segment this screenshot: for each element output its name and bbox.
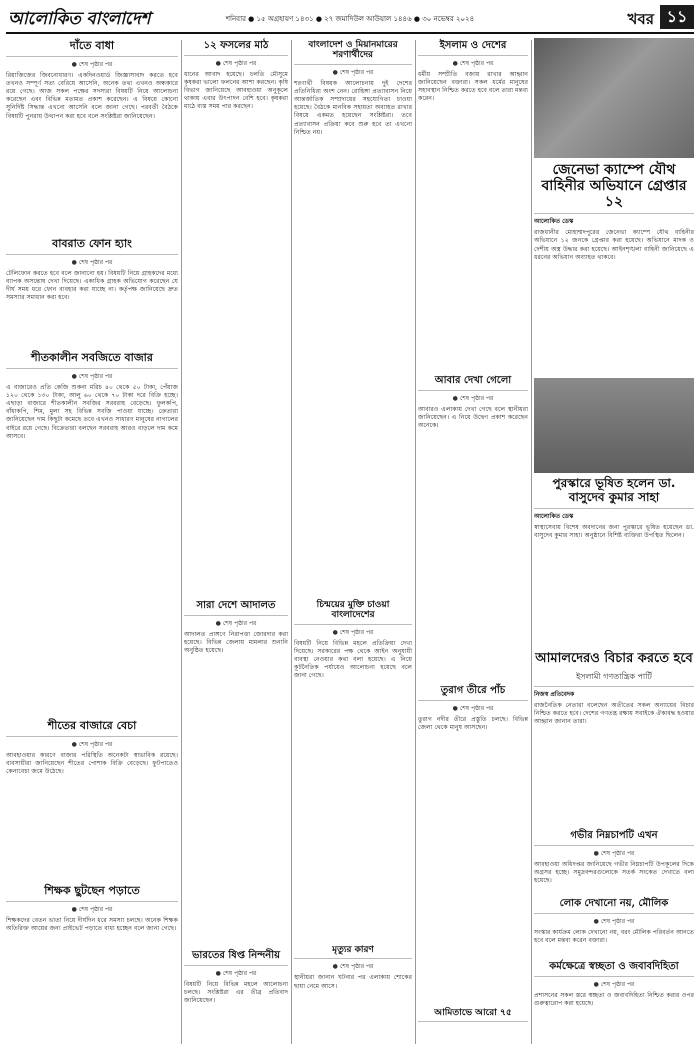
continued-label: ● শেষ পৃষ্ঠার পর — [71, 905, 113, 913]
byline: নিজস্ব প্রতিবেদক — [534, 690, 575, 698]
story-dant-badha — [6, 38, 178, 233]
story-shitkal — [6, 350, 178, 715]
story-karmakshetre — [534, 959, 694, 1046]
newspaper-logo: আলোকিত বাংলাদেশ — [8, 9, 151, 29]
story-body: সংস্কার কার্যক্রম লোক দেখানো নয়, বরং মৌলিক পরিবর্তন আনতে হবে বলে মন্তব্য করেন বক্তারা। — [534, 928, 694, 944]
continued-label: ● শেষ পৃষ্ঠার পর — [593, 980, 635, 988]
masthead — [6, 4, 694, 34]
headline: তুরাগ তীরে পাঁচ — [418, 683, 528, 701]
headline: কর্মক্ষেত্রে স্বচ্ছতা ও জবাবদিহিতা — [534, 959, 694, 977]
headline: মৃত্যুর কারণ — [294, 943, 412, 959]
headline: দাঁতে বাধা — [6, 38, 178, 57]
story-body: শিক্ষকদের বেতন ভাতা নিয়ে দীর্ঘদিন ধরে সমস্যা চলছে। অনেক শিক্ষক অতিরিক্ত আয়ের জন্য প্রাইভেট পড়াতে বাধ্য হচ্ছেন বলে জানা গেছে। — [6, 916, 178, 932]
column-rule — [531, 40, 532, 1044]
continued-label: ● শেষ পৃষ্ঠার পর — [332, 628, 374, 636]
column-rule — [291, 40, 292, 1044]
story-body: রাজনৈতিক নেতারা বলেছেন অতীতের সকল অন্যায়ের বিচার নিশ্চিত করতে হবে। দেশের গণতন্ত্র রক্ষায় সবাইকে ঐক্যবদ্ধ হওয়ার আহ্বান জানান তারা। — [534, 701, 694, 726]
headline: পুরস্কারে ভূষিত হলেন ডা. বাসুদেব কুমার সাহা — [534, 475, 694, 509]
story-turag — [418, 683, 528, 1003]
continued-label: ● শেষ পৃষ্ঠার পর — [71, 372, 113, 380]
story-shiter-bazar — [6, 718, 178, 878]
dateline: শনিবার ● ১৫ অগ্রহায়ণ ১৪৩১ ● ২৭ জমাদিউল আউয়াল ১৪৪৬ ● ৩০ নভেম্বর ২০২৪ — [225, 15, 475, 23]
continued-label: ● শেষ পৃষ্ঠার পর — [215, 619, 257, 627]
column-3 — [294, 38, 412, 1046]
headline: ইসলাম ও দেশের — [418, 38, 528, 56]
story-body: স্বাস্থ্যসেবায় বিশেষ অবদানের জন্য পুরস্কারে ভূষিত হয়েছেন ডা. বাসুদেব কুমার সাহা। অনুষ্ঠানে বিশিষ্ট ব্যক্তিরা উপস্থিত ছিলেন। — [534, 523, 694, 539]
headline: আবার দেখা গেলো — [418, 373, 528, 391]
column-5 — [534, 38, 694, 1046]
story-myanmar — [294, 38, 412, 593]
headline: চিন্ময়ের মুক্তি চাওয়া বাংলাদেশের — [294, 598, 412, 625]
headline: আমিতাভে আরো ৭৫ — [418, 1006, 528, 1022]
photo-geneva-raid — [534, 38, 694, 158]
story-body: আবহাওয়া অধিদপ্তর জানিয়েছে গভীর নিম্নচাপটি উপকূলের দিকে অগ্রসর হচ্ছে। সমুদ্রবন্দরগুলোকে সতর্ক সংকেত দেখাতে বলা হয়েছে। — [534, 860, 694, 884]
column-4 — [418, 38, 528, 1046]
continued-label: ● শেষ পৃষ্ঠার পর — [332, 963, 374, 971]
headline: বাংলাদেশ ও মিয়ানমারের শরণার্থীদের — [294, 38, 412, 65]
story-body: বিষয়টি নিয়ে বিভিন্ন মহলে আলোচনা চলছে। সংশ্লিষ্টরা এর তীব্র প্রতিবাদ জানিয়েছেন। — [184, 980, 288, 1004]
column-rule — [415, 40, 416, 1044]
headline: শীতকালীন সবজিতে বাজার — [6, 350, 178, 369]
headline: শীতের বাজারে বেচা — [6, 718, 178, 737]
headline: আমালদেরও বিচার করতে হবে — [535, 651, 693, 666]
headline: লোক দেখানো নয়, মৌলিক — [534, 896, 694, 914]
story-body: ধানের আবাদ হয়েছে। চলতি মৌসুমে কৃষকরা ভালো ফলনের আশা করছেন। কৃষি বিভাগ জানিয়েছে আবহাওয়া অনুকূলে থাকায় এবার উৎপাদন বেশি হবে। কৃষকরা মাঠে ব্যস্ত সময় পার করছেন। — [184, 70, 288, 111]
story-lok-dekhano — [534, 896, 694, 956]
story-fasal — [184, 38, 288, 593]
story-body: বিষয়টি নিয়ে বিভিন্ন মহলে প্রতিক্রিয়া দেখা দিয়েছে। সরকারের পক্ষ থেকে আইন অনুযায়ী ব্যবস্থা নেওয়ার কথা বলা হয়েছে। এ নিয়ে কূটনৈতিক পর্যায়েও আলোচনা হয়েছে বলে জানা গেছে। — [294, 639, 412, 680]
byline: আলোকিত ডেস্ক — [534, 218, 574, 226]
story-body: স্থানীয়রা জানান ঘটনার পর এলাকায় শোকের ছায়া নেমে আসে। — [294, 974, 412, 990]
story-chinmoy — [294, 598, 412, 938]
story-bharat — [184, 948, 288, 1046]
story-body: রিয়াজিজের জিবনোধারণ। একদিনওয়ার্ড জিজ্ঞাসাবাদ করতে হবে তখনও সম্পূর্ণ সত্য বেরিয়ে আসেনি, অনেক তথ্য এখনও অন্ধকারে রয়ে গেছে। আজ সকল পক্ষের সদস্যরা বিষয়টি নিয়ে আলোচনা করেছেন এবং বিভিন্ন মতামত প্রকাশ করেছেন। এ বিষয়ে কোনো সুনির্দিষ্ট সিদ্ধান্ত এখনো আসেনি বলে জানা গেছে। পরবর্তী বৈঠকে বিষয়টি পুনরায় উত্থাপন করা হবে বলে সংশ্লিষ্টরা জানিয়েছেন। — [6, 71, 178, 120]
story-body: শরণার্থী বিষয়ক আলোচনায় দুই দেশের প্রতিনিধিরা অংশ নেন। রোহিঙ্গা প্রত্যাবাসন নিয়ে আন্তর্জাতিক সম্প্রদায়ের সহযোগিতা চাওয়া হয়েছে। বৈঠকে মানবিক সহায়তা অব্যাহত রাখার বিষয়ে একমত হয়েছেন সংশ্লিষ্টরা। তবে প্রত্যাবাসন প্রক্রিয়া কবে শুরু হবে তা এখনো নিশ্চিত নয়। — [294, 79, 412, 136]
headline: শিক্ষক ছুটছেন পড়াতে — [6, 883, 178, 902]
story-body: এ বাজারেও প্রতি কেজি শুকনা মরিচ ৪০ থেকে ৫০ টাকা, পেঁয়াজ ১২০ থেকে ১৩০ টাকা, আলু ৬০ থেকে ৭০ টাকা দরে বিক্রি হচ্ছে। এছাড়া বাজারে শীতকালীন সবজির সরবরাহ বেড়েছে। ফুলকপি, বাঁধাকপি, শিম, মুলা সহ বিভিন্ন সবজি পাওয়া যাচ্ছে। ক্রেতারা জানিয়েছেন দাম কিছুটা কমেছে তবে এখনও সাধারণ মানুষের নাগালের বাইরে রয়ে গেছে। বিক্রেতারা বলছেন সরবরাহ আরও বাড়লে দাম কমে আসবে। — [6, 383, 178, 440]
story-award — [534, 475, 694, 645]
headline: গভীর নিম্নচাপটি এখন — [534, 828, 694, 846]
section-name: খবর — [627, 10, 654, 28]
headline: বাবরাত ফোন হ্যাং — [6, 236, 178, 255]
story-islam — [418, 38, 528, 368]
story-body: আবহাওয়ার কারণে বাজার পরিস্থিতি অনেকটা স্বাভাবিক রয়েছে। ব্যবসায়ীরা জানিয়েছেন শীতের পোশাক বিক্রি বেড়েছে। ফুটপাতেও কেনাবেচা জমে উঠেছে। — [6, 751, 178, 776]
story-abar-dekha — [418, 373, 528, 678]
story-amalder — [534, 650, 694, 825]
continued-label: ● শেষ পৃষ্ঠার পর — [452, 59, 494, 67]
continued-label: ● শেষ পৃষ্ঠার পর — [593, 917, 635, 925]
headline: ভারতের ষিপ্ত নিন্দনীয় — [184, 948, 288, 966]
column-rule — [181, 40, 182, 1044]
story-body: ধর্মীয় সম্প্রীতি বজায় রাখার আহ্বান জানিয়েছেন বক্তারা। সকল ধর্মের মানুষের সহাবস্থান নিশ্চিত করতে হবে বলে তারা মন্তব্য করেন। — [418, 70, 528, 103]
story-body: আদালত প্রাঙ্গণে নিরাপত্তা জোরদার করা হয়েছে। বিভিন্ন জেলায় মামলার শুনানি অনুষ্ঠিত হয়েছে। — [184, 630, 288, 654]
column-1 — [6, 38, 178, 1046]
story-sara-deshe — [184, 598, 288, 943]
story-body: প্রশাসনের সকল স্তরে স্বচ্ছতা ও জবাবদিহিতা নিশ্চিত করার ওপর গুরুত্বারোপ করা হয়েছে। — [534, 991, 694, 1007]
subheadline: ইসলামী গণতান্ত্রিক পার্টি — [534, 671, 694, 687]
continued-label: ● শেষ পৃষ্ঠার পর — [215, 969, 257, 977]
continued-label: ● শেষ পৃষ্ঠার পর — [593, 849, 635, 857]
headline: সারা দেশে আদালত — [184, 598, 288, 616]
continued-label: ● শেষ পৃষ্ঠার পর — [215, 59, 257, 67]
story-geneva — [534, 160, 694, 375]
story-mrittu — [294, 943, 412, 1046]
headline: জেনেভা ক্যাম্পে যৌথ বাহিনীর অভিযানে গ্রেপ্তার ১২ — [534, 160, 694, 214]
photo-award-ceremony — [534, 378, 694, 473]
continued-label: ● শেষ পৃষ্ঠার পর — [332, 68, 374, 76]
byline: আলোকিত ডেস্ক — [534, 512, 574, 520]
story-body: রাজধানীর মোহাম্মদপুরের জেনেভা ক্যাম্পে যৌথ বাহিনীর অভিযানে ১২ জনকে গ্রেপ্তার করা হয়েছে। অভিযানে মাদক ও দেশীয় অস্ত্র উদ্ধার করা হয়েছে। আইনশৃঙ্খলা বাহিনী জানিয়েছে এ ধরনের অভিযান অব্যাহত থাকবে। — [534, 229, 694, 261]
page-number: ১১ — [660, 5, 694, 29]
story-body: টেলিফোন করতে হবে বলে জানানো হয়। বিষয়টি নিয়ে গ্রাহকদের মধ্যে ব্যাপক অসন্তোষ দেখা দিয়েছে। একাধিক গ্রাহক অভিযোগ করেছেন যে দীর্ঘ সময় ধরে ফোন ব্যবহার করা যাচ্ছে না। কর্তৃপক্ষ জানিয়েছে দ্রুত সমস্যার সমাধান করা হবে। — [6, 269, 178, 302]
story-body: তুরাগ নদীর তীরে প্রস্তুতি চলছে। বিভিন্ন জেলা থেকে মানুষ আসছেন। — [418, 715, 528, 731]
continued-label: ● শেষ পৃষ্ঠার পর — [71, 740, 113, 748]
continued-label: ● শেষ পৃষ্ঠার পর — [452, 394, 494, 402]
continued-label: ● শেষ পৃষ্ঠার পর — [452, 704, 494, 712]
story-amitav — [418, 1006, 528, 1046]
story-nimchapa — [534, 828, 694, 893]
column-2 — [184, 38, 288, 1046]
story-baburat — [6, 236, 178, 346]
story-body: আবারও এলাকায় দেখা গেছে বলে স্থানীয়রা জানিয়েছেন। এ নিয়ে উদ্বেগ প্রকাশ করেছেন অনেকে। — [418, 405, 528, 429]
continued-label: ● শেষ পৃষ্ঠার পর — [71, 258, 113, 266]
headline: ১২ ফসলের মাঠ — [184, 38, 288, 56]
continued-label: ● শেষ পৃষ্ঠার পর — [71, 60, 113, 68]
story-shikkha — [6, 883, 178, 1046]
